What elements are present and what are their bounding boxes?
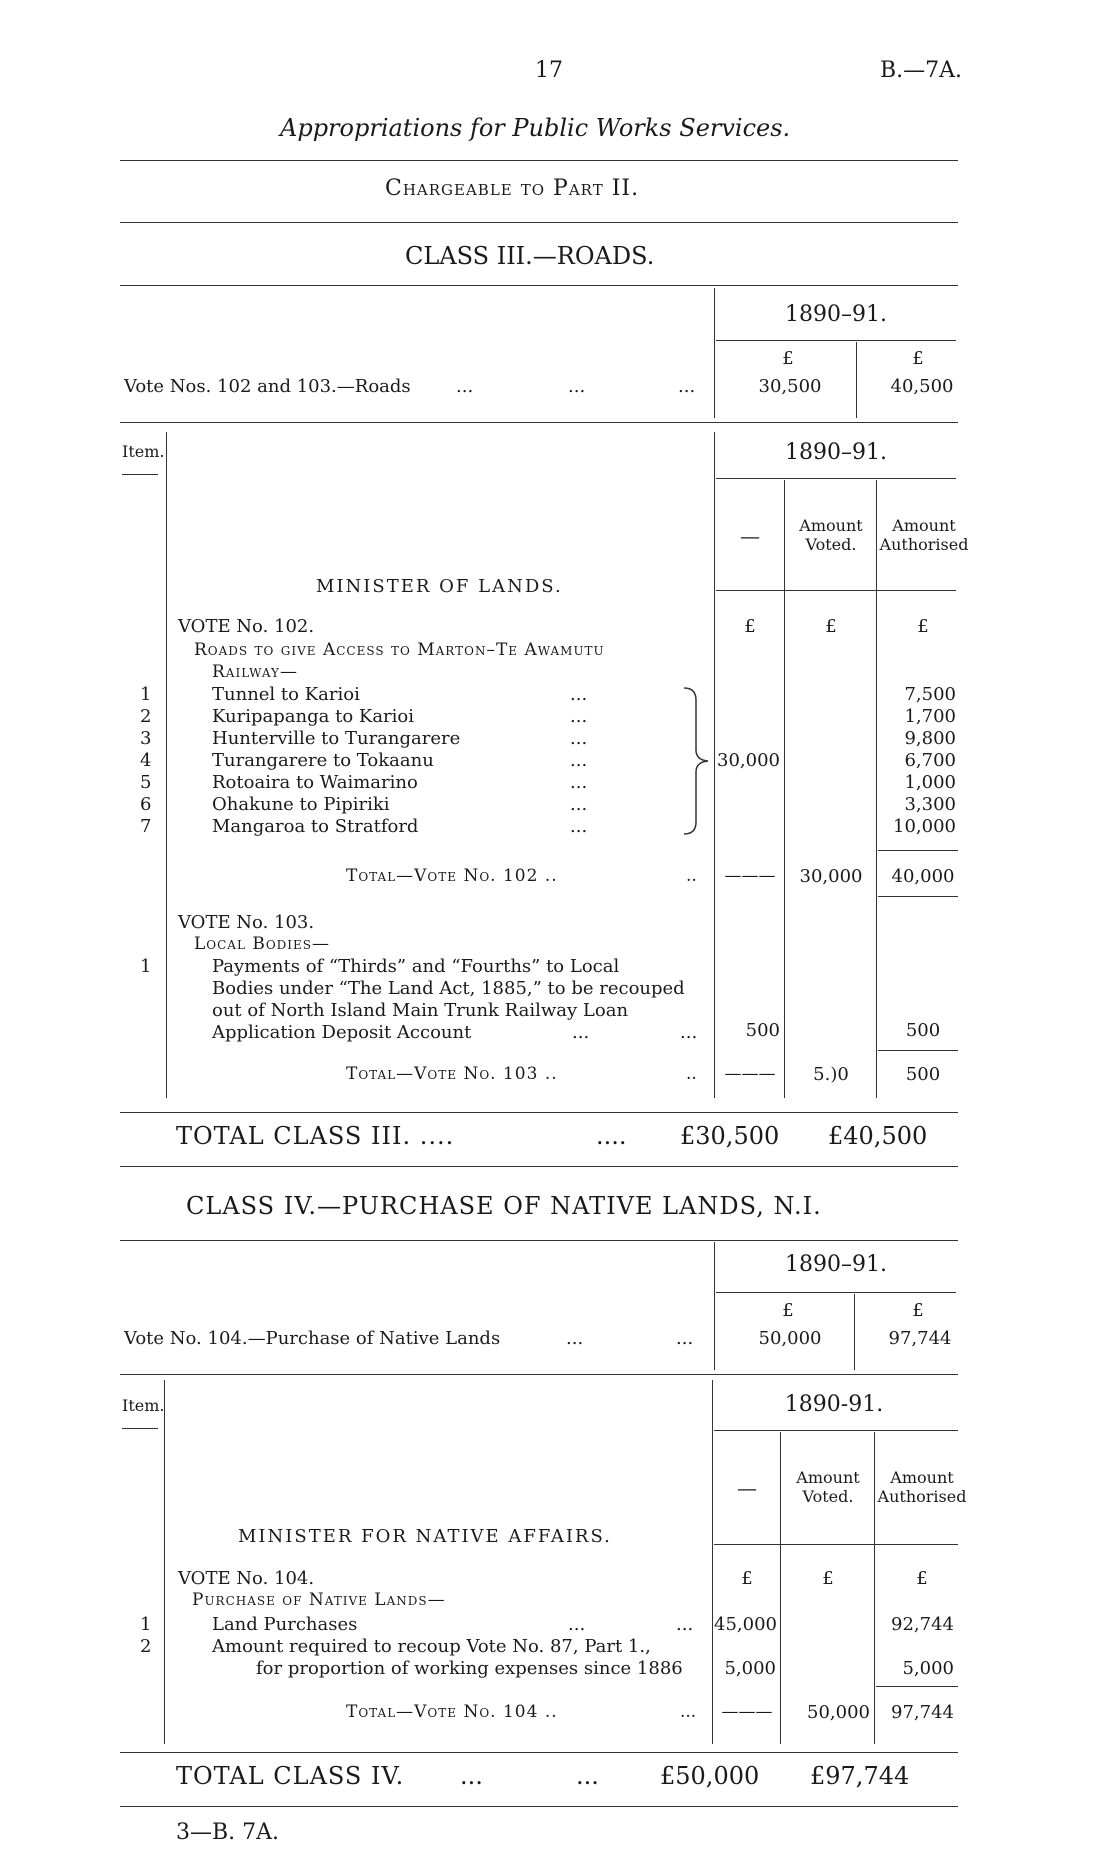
rule bbox=[878, 1050, 958, 1051]
item-number: 6 bbox=[140, 794, 152, 815]
leader-dots: .... bbox=[596, 1122, 627, 1150]
item-column-header: Item. bbox=[122, 1396, 165, 1415]
vote-104-total-voted: 50,000 bbox=[807, 1702, 870, 1723]
total-class-4-label: TOTAL CLASS IV. bbox=[176, 1762, 405, 1790]
item-authorised: 92,744 bbox=[891, 1614, 954, 1635]
item-name: Hunterville to Turangarere bbox=[212, 728, 461, 749]
summary-year: 1890–91. bbox=[785, 302, 887, 327]
item-name: Rotoaira to Waimarino bbox=[212, 772, 418, 793]
rule bbox=[714, 1430, 958, 1431]
pound-sign: £ bbox=[912, 348, 924, 369]
item-authorised: 5,000 bbox=[902, 1658, 954, 1679]
item-number: 2 bbox=[140, 706, 152, 727]
leader-dots: ... bbox=[680, 1022, 698, 1043]
vote-104-subheading: Purchase of Native Lands— bbox=[192, 1590, 446, 1610]
leader-dots: ... bbox=[570, 728, 588, 749]
item-name-cont: for proportion of working expenses since 1886 bbox=[256, 1658, 683, 1679]
rule bbox=[716, 340, 956, 341]
leader-dots: ... bbox=[570, 706, 588, 727]
column-divider bbox=[166, 432, 167, 1098]
brace bbox=[680, 684, 714, 838]
pound-sign: £ bbox=[822, 1568, 834, 1589]
pound-sign: £ bbox=[782, 348, 794, 369]
vote-102-subheading-cont: Railway— bbox=[212, 662, 298, 682]
item-name: Ohakune to Pipiriki bbox=[212, 794, 390, 815]
vote-104-total-authorised: 97,744 bbox=[891, 1702, 954, 1723]
vote-104-total-label: Total—Vote No. 104 .. bbox=[346, 1702, 558, 1722]
leader-dots: ... bbox=[570, 750, 588, 771]
vote-103-total-label: Total—Vote No. 103 .. bbox=[346, 1064, 558, 1084]
leader-dots: ... bbox=[676, 1614, 694, 1635]
item-authorised: 9,800 bbox=[904, 728, 956, 749]
page-title: Appropriations for Public Works Services. bbox=[280, 114, 791, 142]
item-number: 1 bbox=[140, 684, 152, 705]
minister-heading: MINISTER FOR NATIVE AFFAIRS. bbox=[238, 1526, 612, 1547]
leader-dots: .. bbox=[686, 866, 697, 886]
pound-sign: £ bbox=[916, 1568, 928, 1589]
leader-dots: ... bbox=[456, 376, 474, 397]
leader-dots: ... bbox=[566, 1328, 584, 1349]
page-number: 17 bbox=[535, 58, 563, 83]
item-number: 2 bbox=[140, 1636, 152, 1657]
vote-104-total-dash: ——— bbox=[721, 1702, 773, 1722]
leader-dots: ... bbox=[678, 376, 696, 397]
vote-102-title: VOTE No. 102. bbox=[178, 616, 315, 637]
total-class-3-label: TOTAL CLASS III. .... bbox=[176, 1122, 455, 1150]
vote-102-total-dash: ——— bbox=[724, 866, 776, 886]
item-authorised: 7,500 bbox=[904, 684, 956, 705]
vote-103-amount: 500 bbox=[745, 1020, 780, 1041]
summary-amount-authorised: 40,500 bbox=[890, 376, 954, 397]
summary-amount-authorised: 97,744 bbox=[888, 1328, 952, 1349]
rule bbox=[716, 478, 956, 479]
table-year: 1890–91. bbox=[785, 440, 887, 465]
column-divider bbox=[714, 288, 715, 418]
footer-signature: 3—B. 7A. bbox=[176, 1820, 280, 1845]
item-name: Turangarere to Tokaanu bbox=[212, 750, 434, 771]
item-name: Amount required to recoup Vote No. 87, Part 1., bbox=[212, 1636, 651, 1657]
vote-103-text-line: out of North Island Main Trunk Railway Loan bbox=[212, 1000, 629, 1021]
column-divider bbox=[856, 342, 857, 418]
vote-103-text-line: Application Deposit Account bbox=[212, 1022, 472, 1043]
item-name: Kuripapanga to Karioi bbox=[212, 706, 415, 727]
column-divider bbox=[876, 480, 877, 1098]
rule bbox=[122, 474, 158, 475]
rule bbox=[120, 1806, 958, 1807]
item-authorised: 10,000 bbox=[893, 816, 956, 837]
rule bbox=[120, 1374, 958, 1375]
pound-sign: £ bbox=[744, 616, 756, 637]
leader-dots: ... bbox=[570, 772, 588, 793]
leader-dots: ... bbox=[460, 1762, 483, 1790]
item-name: Land Purchases bbox=[212, 1614, 358, 1635]
vote-103-text-line: Bodies under “The Land Act, 1885,” to be recouped bbox=[212, 978, 685, 999]
leader-dots: ... bbox=[568, 1614, 586, 1635]
class-3-heading: CLASS III.—ROADS. bbox=[405, 242, 655, 270]
vote-102-total-label: Total—Vote No. 102 .. bbox=[346, 866, 558, 886]
item-authorised: 6,700 bbox=[904, 750, 956, 771]
rule bbox=[120, 222, 958, 223]
rule bbox=[878, 896, 958, 897]
item-amount: 45,000 bbox=[714, 1614, 777, 1635]
pound-sign: £ bbox=[782, 1300, 794, 1321]
column-divider bbox=[714, 1242, 715, 1370]
column-divider bbox=[164, 1380, 165, 1744]
column-divider bbox=[780, 1432, 781, 1744]
rule bbox=[876, 1686, 958, 1687]
col-header-amount-authorised: Amount Authorised bbox=[877, 1468, 967, 1506]
leader-dots: ... bbox=[680, 1702, 697, 1722]
item-number: 3 bbox=[140, 728, 152, 749]
summary-amount-voted: 30,500 bbox=[758, 376, 822, 397]
leader-dots: ... bbox=[570, 794, 588, 815]
col-header-amount-voted: Amount Voted. bbox=[796, 1468, 860, 1506]
summary-vote-label: Vote Nos. 102 and 103.—Roads bbox=[124, 376, 411, 397]
vote-103-item-number: 1 bbox=[140, 956, 152, 977]
class-4-heading: CLASS IV.—PURCHASE OF NATIVE LANDS, N.I. bbox=[186, 1192, 822, 1220]
total-class-3-authorised: £40,500 bbox=[828, 1122, 928, 1150]
item-authorised: 1,000 bbox=[904, 772, 956, 793]
total-class-4-authorised: £97,744 bbox=[810, 1762, 910, 1790]
summary-amount-voted: 50,000 bbox=[758, 1328, 822, 1349]
vote-103-total-dash: ——— bbox=[724, 1064, 776, 1084]
rule bbox=[120, 1112, 958, 1113]
summary-vote-label: Vote No. 104.—Purchase of Native Lands bbox=[124, 1328, 501, 1349]
rule bbox=[120, 285, 958, 286]
item-authorised: 3,300 bbox=[904, 794, 956, 815]
column-divider bbox=[854, 1294, 855, 1370]
leader-dots: ... bbox=[568, 376, 586, 397]
minister-heading: MINISTER OF LANDS. bbox=[316, 576, 563, 597]
vote-102-group-amount: 30,000 bbox=[717, 750, 780, 771]
table-year: 1890-91. bbox=[784, 1392, 884, 1417]
item-name: Tunnel to Karioi bbox=[212, 684, 360, 705]
column-divider bbox=[712, 1380, 713, 1744]
col-header-amount-voted: Amount Voted. bbox=[799, 516, 863, 554]
leader-dots: ... bbox=[676, 1328, 694, 1349]
rule bbox=[120, 1240, 958, 1241]
vote-102-total-authorised: 40,000 bbox=[891, 866, 955, 887]
column-dash: — bbox=[740, 524, 760, 548]
leader-dots: ... bbox=[570, 816, 588, 837]
rule bbox=[716, 1292, 956, 1293]
leader-dots: ... bbox=[576, 1762, 599, 1790]
item-authorised: 1,700 bbox=[904, 706, 956, 727]
vote-103-text-line: Payments of “Thirds” and “Fourths” to Local bbox=[212, 956, 620, 977]
vote-103-total-voted: 5.)0 bbox=[813, 1064, 849, 1085]
column-dash: — bbox=[737, 1476, 757, 1500]
rule bbox=[120, 1752, 958, 1753]
total-class-4-voted: £50,000 bbox=[660, 1762, 760, 1790]
item-name: Mangaroa to Stratford bbox=[212, 816, 419, 837]
summary-year: 1890–91. bbox=[785, 1252, 887, 1277]
item-number: 5 bbox=[140, 772, 152, 793]
vote-102-subheading: Roads to give Access to Marton–Te Awamutu bbox=[194, 640, 605, 660]
leader-dots: ... bbox=[572, 1022, 590, 1043]
vote-102-total-voted: 30,000 bbox=[799, 866, 863, 887]
item-number: 7 bbox=[140, 816, 152, 837]
chargeable-heading: Chargeable to Part II. bbox=[385, 176, 640, 201]
rule bbox=[122, 1428, 158, 1429]
rule bbox=[714, 1544, 958, 1545]
rule bbox=[120, 1166, 958, 1167]
pound-sign: £ bbox=[917, 616, 929, 637]
vote-103-total-authorised: 500 bbox=[905, 1064, 941, 1085]
column-divider bbox=[874, 1432, 875, 1744]
item-column-header: Item. bbox=[122, 442, 165, 461]
col-header-amount-authorised: Amount Authorised bbox=[879, 516, 969, 554]
vote-103-title: VOTE No. 103. bbox=[178, 912, 315, 933]
item-amount: 5,000 bbox=[724, 1658, 776, 1679]
pound-sign: £ bbox=[912, 1300, 924, 1321]
column-divider bbox=[784, 480, 785, 1098]
pound-sign: £ bbox=[825, 616, 837, 637]
item-number: 4 bbox=[140, 750, 152, 771]
rule bbox=[120, 422, 958, 423]
document-reference: B.—7A. bbox=[880, 58, 963, 83]
item-number: 1 bbox=[140, 1614, 152, 1635]
column-divider bbox=[714, 432, 715, 1098]
leader-dots: ... bbox=[570, 684, 588, 705]
pound-sign: £ bbox=[741, 1568, 753, 1589]
rule bbox=[716, 590, 956, 591]
total-class-3-voted: £30,500 bbox=[680, 1122, 780, 1150]
rule bbox=[120, 160, 958, 161]
vote-103-subheading: Local Bodies— bbox=[194, 934, 331, 954]
vote-104-title: VOTE No. 104. bbox=[178, 1568, 315, 1589]
vote-103-authorised: 500 bbox=[905, 1020, 941, 1041]
rule bbox=[878, 850, 958, 851]
leader-dots: .. bbox=[686, 1064, 697, 1084]
